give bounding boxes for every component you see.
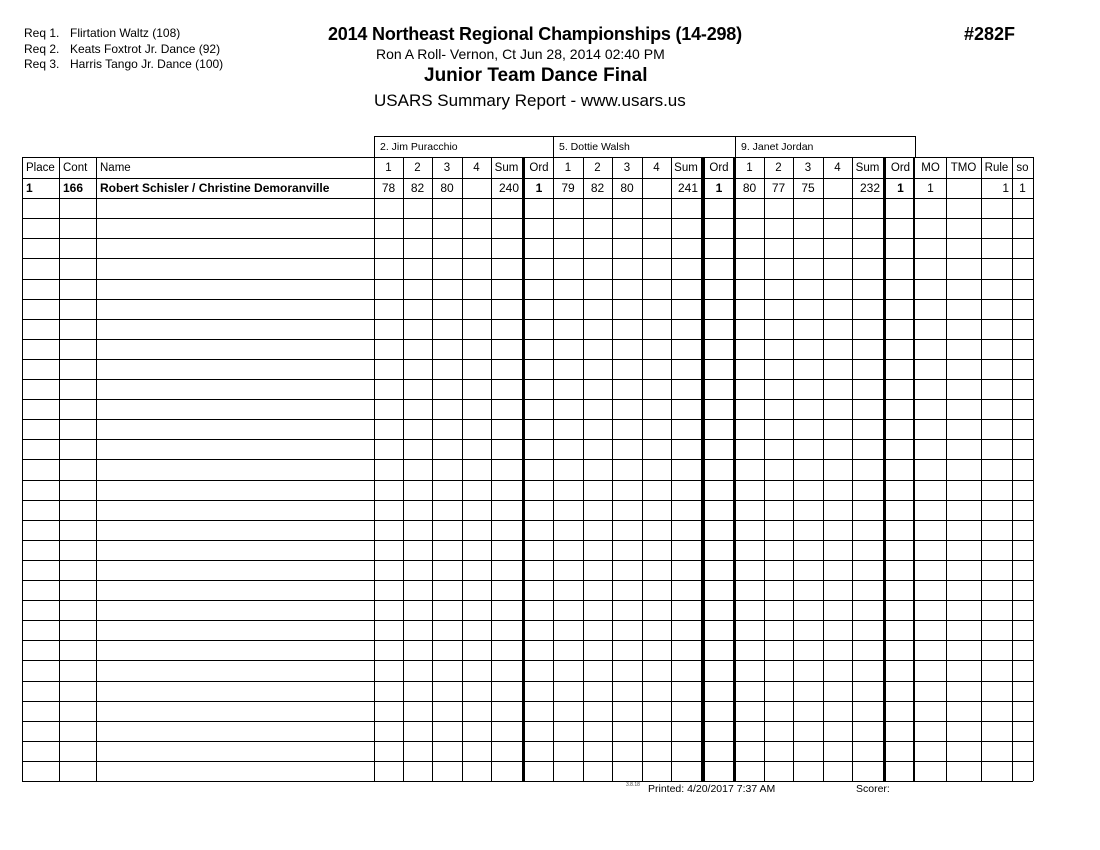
column-header-tmo: TMO [950,162,977,174]
column-header-score-2: 2 [414,162,421,174]
judge-name: 2. Jim Puracchio [380,141,458,153]
score-cell [462,179,491,198]
column-header-ord: Ord [529,162,549,174]
requirement-2: Req 2. Keats Foxtrot Jr. Dance (92) [24,41,221,56]
software-version: 3.8.18 [626,782,640,788]
judge-name: 5. Dottie Walsh [559,141,630,153]
judge-name: 9. Janet Jordan [741,141,814,153]
sum-cell: 232 [859,181,880,195]
so-cell: 1 [1019,181,1026,195]
scorer-label: Scorer: [856,783,890,795]
score-cell [642,179,671,198]
column-header-cont: Cont [63,162,88,174]
printed-timestamp: Printed: 4/20/2017 7:37 AM [648,783,776,795]
mo-cell: 1 [927,181,934,195]
rule-cell: 1 [1002,181,1009,195]
tmo-cell [946,179,981,198]
column-header-sum: Sum [855,162,880,174]
column-header-score-1: 1 [385,162,392,174]
thick-divider [913,157,915,781]
sum-cell: 241 [677,181,698,195]
ordinal-cell: 1 [897,181,904,195]
column-header-score-1: 1 [746,162,753,174]
column-header-score-3: 3 [623,162,631,174]
championship-title: 2014 Northeast Regional Championships (14-298) [328,24,742,44]
score-cell: 79 [561,181,575,195]
contestant-name-cell: Robert Schisler / Christine Demoranville [100,181,330,195]
column-header-ord: Ord [890,162,911,174]
contestant-number-cell: 166 [63,181,84,195]
score-cell: 77 [771,181,786,195]
column-header-score-2: 2 [775,162,782,174]
thick-divider [701,157,705,781]
ordinal-cell: 1 [715,181,723,195]
thick-divider [883,157,886,781]
column-header-ord: Ord [709,162,729,174]
ordinal-cell: 1 [535,181,543,195]
place-cell: 1 [26,181,33,195]
column-header-sum: Sum [494,162,519,174]
score-cell: 80 [620,181,634,195]
column-header-name: Name [100,162,131,174]
thick-divider [733,157,735,781]
score-cell [823,179,852,198]
column-header-score-2: 2 [594,162,601,174]
column-header-mo: MO [921,162,940,174]
column-header-rule: Rule [984,162,1009,174]
document-number: #282F [964,24,1016,44]
column-header-score-3: 3 [804,162,812,174]
column-header-place: Place [26,162,55,174]
score-cell: 78 [381,181,396,195]
column-header-score-3: 3 [443,162,451,174]
column-header-score-4: 4 [834,162,841,174]
sum-cell: 240 [498,181,519,195]
column-header-score-4: 4 [473,162,480,174]
score-cell: 80 [440,181,454,195]
column-header-so: so [1016,162,1029,174]
venue-date: Ron A Roll- Vernon, Ct Jun 28, 2014 02:40 PM [376,46,665,62]
column-header-sum: Sum [674,162,698,174]
column-header-score-4: 4 [653,162,660,174]
requirement-1: Req 1. Flirtation Waltz (108) [24,26,181,40]
score-cell: 82 [410,181,425,195]
score-cell: 82 [590,181,605,195]
thick-divider [522,157,525,781]
event-title: Junior Team Dance Final [424,65,648,86]
score-cell: 80 [742,181,757,195]
report-title: USARS Summary Report - www.usars.us [374,91,686,110]
score-cell: 75 [801,181,815,195]
column-header-score-1: 1 [564,162,572,174]
requirement-3: Req 3. Harris Tango Jr. Dance (100) [24,57,224,71]
